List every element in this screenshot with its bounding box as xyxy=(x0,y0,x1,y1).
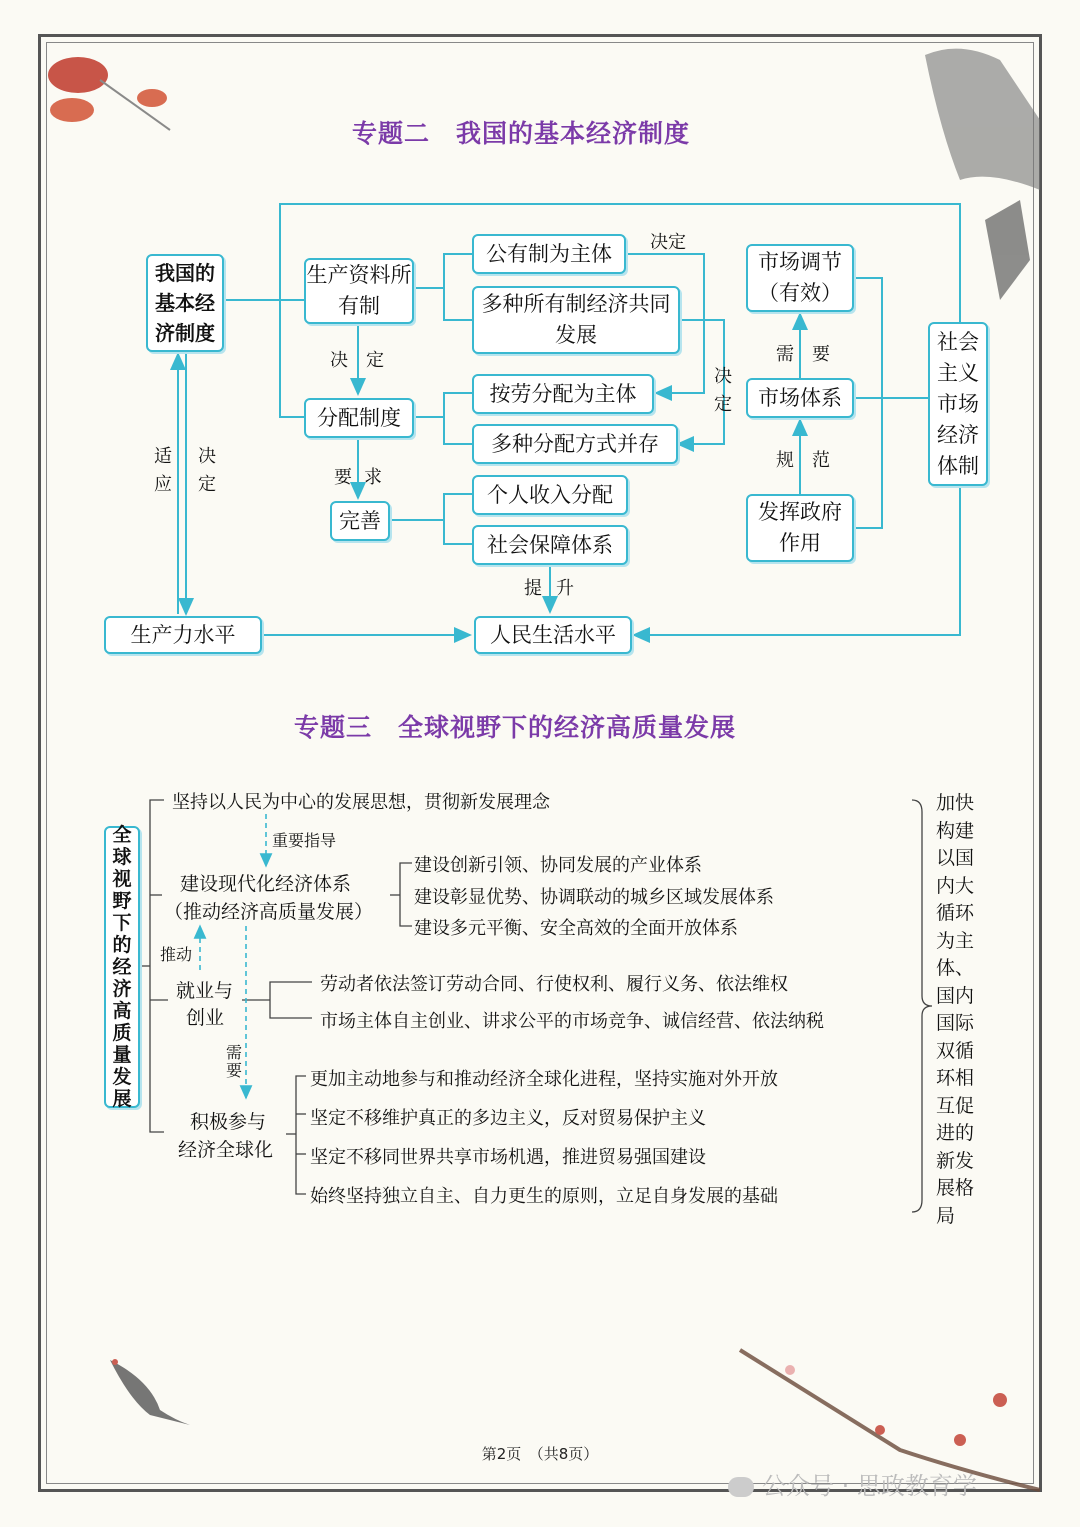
label-need-2: 要 xyxy=(812,344,830,365)
text-lead-principle: 坚持以人民为中心的发展思想，贯彻新发展理念 xyxy=(172,792,550,813)
text-globalization-2: 经济全球化 xyxy=(178,1139,274,1161)
label-push: 推动 xyxy=(160,945,193,964)
box-market-system: 市场体系 xyxy=(746,378,854,418)
label-decide-top: 决定 xyxy=(650,232,686,253)
box-improve: 完善 xyxy=(330,501,390,541)
label-adapt-1: 适 xyxy=(154,446,172,467)
label-require-1: 要 xyxy=(334,467,352,488)
label-require-2: 求 xyxy=(364,467,382,488)
label-raise-1: 提 xyxy=(524,578,542,599)
watermark xyxy=(728,1466,977,1501)
label-decide-mid-2: 定 xyxy=(366,350,384,371)
box-market-regulation: 市场调节（有效） xyxy=(746,244,854,312)
label-decide-right-2: 定 xyxy=(714,394,732,415)
label-need-2-topic3: 要 xyxy=(226,1061,243,1080)
text-globalization-item-3: 坚定不移同世界共享市场机遇，推进贸易强国建设 xyxy=(310,1147,706,1168)
box-multi-distribution: 多种分配方式并存 xyxy=(472,424,678,464)
text-globalization-item-4: 始终坚持独立自主、自力更生的原则，立足自身发展的基础 xyxy=(310,1186,778,1207)
topic3-title: 专题三 全球视野下的经济高质量发展 xyxy=(294,713,737,742)
text-modern-economic-system: 建设现代化经济体系 xyxy=(180,873,352,895)
text-modern-item-1: 建设创新引领、协同发展的产业体系 xyxy=(414,855,702,876)
text-employment-1: 就业与 xyxy=(176,980,234,1002)
text-modern-item-3: 建设多元平衡、安全高效的全面开放体系 xyxy=(414,918,738,939)
box-government-role: 发挥政府作用 xyxy=(746,494,854,562)
label-regulate-2: 范 xyxy=(812,450,830,471)
text-globalization-item-2: 坚定不移维护真正的多边主义，反对贸易保护主义 xyxy=(310,1108,706,1129)
label-decide-mid-1: 决 xyxy=(330,350,348,371)
box-basic-economic-system: 我国的基本经济制度 xyxy=(146,254,224,352)
text-new-development-pattern: 加快构建以国内大循环为主体、国内国际双循环相互促进的新发展格局 xyxy=(936,792,975,1227)
topic2-title: 专题二 我国的基本经济制度 xyxy=(352,119,691,148)
box-public-ownership-main: 公有制为主体 xyxy=(472,234,626,274)
watermark-text: 公众号 · 思政教育学 xyxy=(762,1472,977,1500)
text-globalization-item-1: 更加主动地参与和推动经济全球化进程，坚持实施对外开放 xyxy=(310,1069,778,1090)
label-need-1: 需 xyxy=(776,344,794,365)
text-modern-system-note: （推动经济高质量发展） xyxy=(164,901,374,923)
label-need-1-topic3: 需 xyxy=(226,1043,243,1062)
text-employment-2: 创业 xyxy=(186,1007,225,1029)
wechat-icon xyxy=(728,1477,754,1497)
label-decide-right-1: 决 xyxy=(714,366,732,387)
box-productivity-level: 生产力水平 xyxy=(104,616,262,654)
page-number: 第2页 （共8页） xyxy=(481,1445,599,1463)
box-global-economy-root: 全球视野下的经济高质量发展 xyxy=(104,826,140,1108)
label-raise-2: 升 xyxy=(556,578,574,599)
text-employment-item-1: 劳动者依法签订劳动合同、行使权利、履行义务、依法维权 xyxy=(320,974,788,995)
text-modern-item-2: 建设彰显优势、协调联动的城乡区域发展体系 xyxy=(414,887,774,908)
box-distribution-system: 分配制度 xyxy=(304,398,414,438)
text-globalization-1: 积极参与 xyxy=(190,1111,267,1133)
label-adapt-2: 应 xyxy=(154,474,172,495)
label-decide-left-1: 决 xyxy=(198,446,216,467)
box-living-standard: 人民生活水平 xyxy=(474,616,632,654)
label-regulate-1: 规 xyxy=(776,450,794,471)
text-employment-item-2: 市场主体自主创业、讲求公平的市场竞争、诚信经营、依法纳税 xyxy=(320,1011,824,1032)
box-social-security: 社会保障体系 xyxy=(472,525,628,565)
box-personal-income: 个人收入分配 xyxy=(472,475,628,515)
box-labor-distribution-main: 按劳分配为主体 xyxy=(472,374,654,414)
box-ownership-system: 生产资料所有制 xyxy=(304,258,414,324)
box-multi-ownership: 多种所有制经济共同发展 xyxy=(472,286,680,354)
label-decide-left-2: 定 xyxy=(198,474,216,495)
label-important-guide: 重要指导 xyxy=(272,831,337,850)
box-socialist-market-economy: 社会主义市场经济体制 xyxy=(928,322,988,486)
